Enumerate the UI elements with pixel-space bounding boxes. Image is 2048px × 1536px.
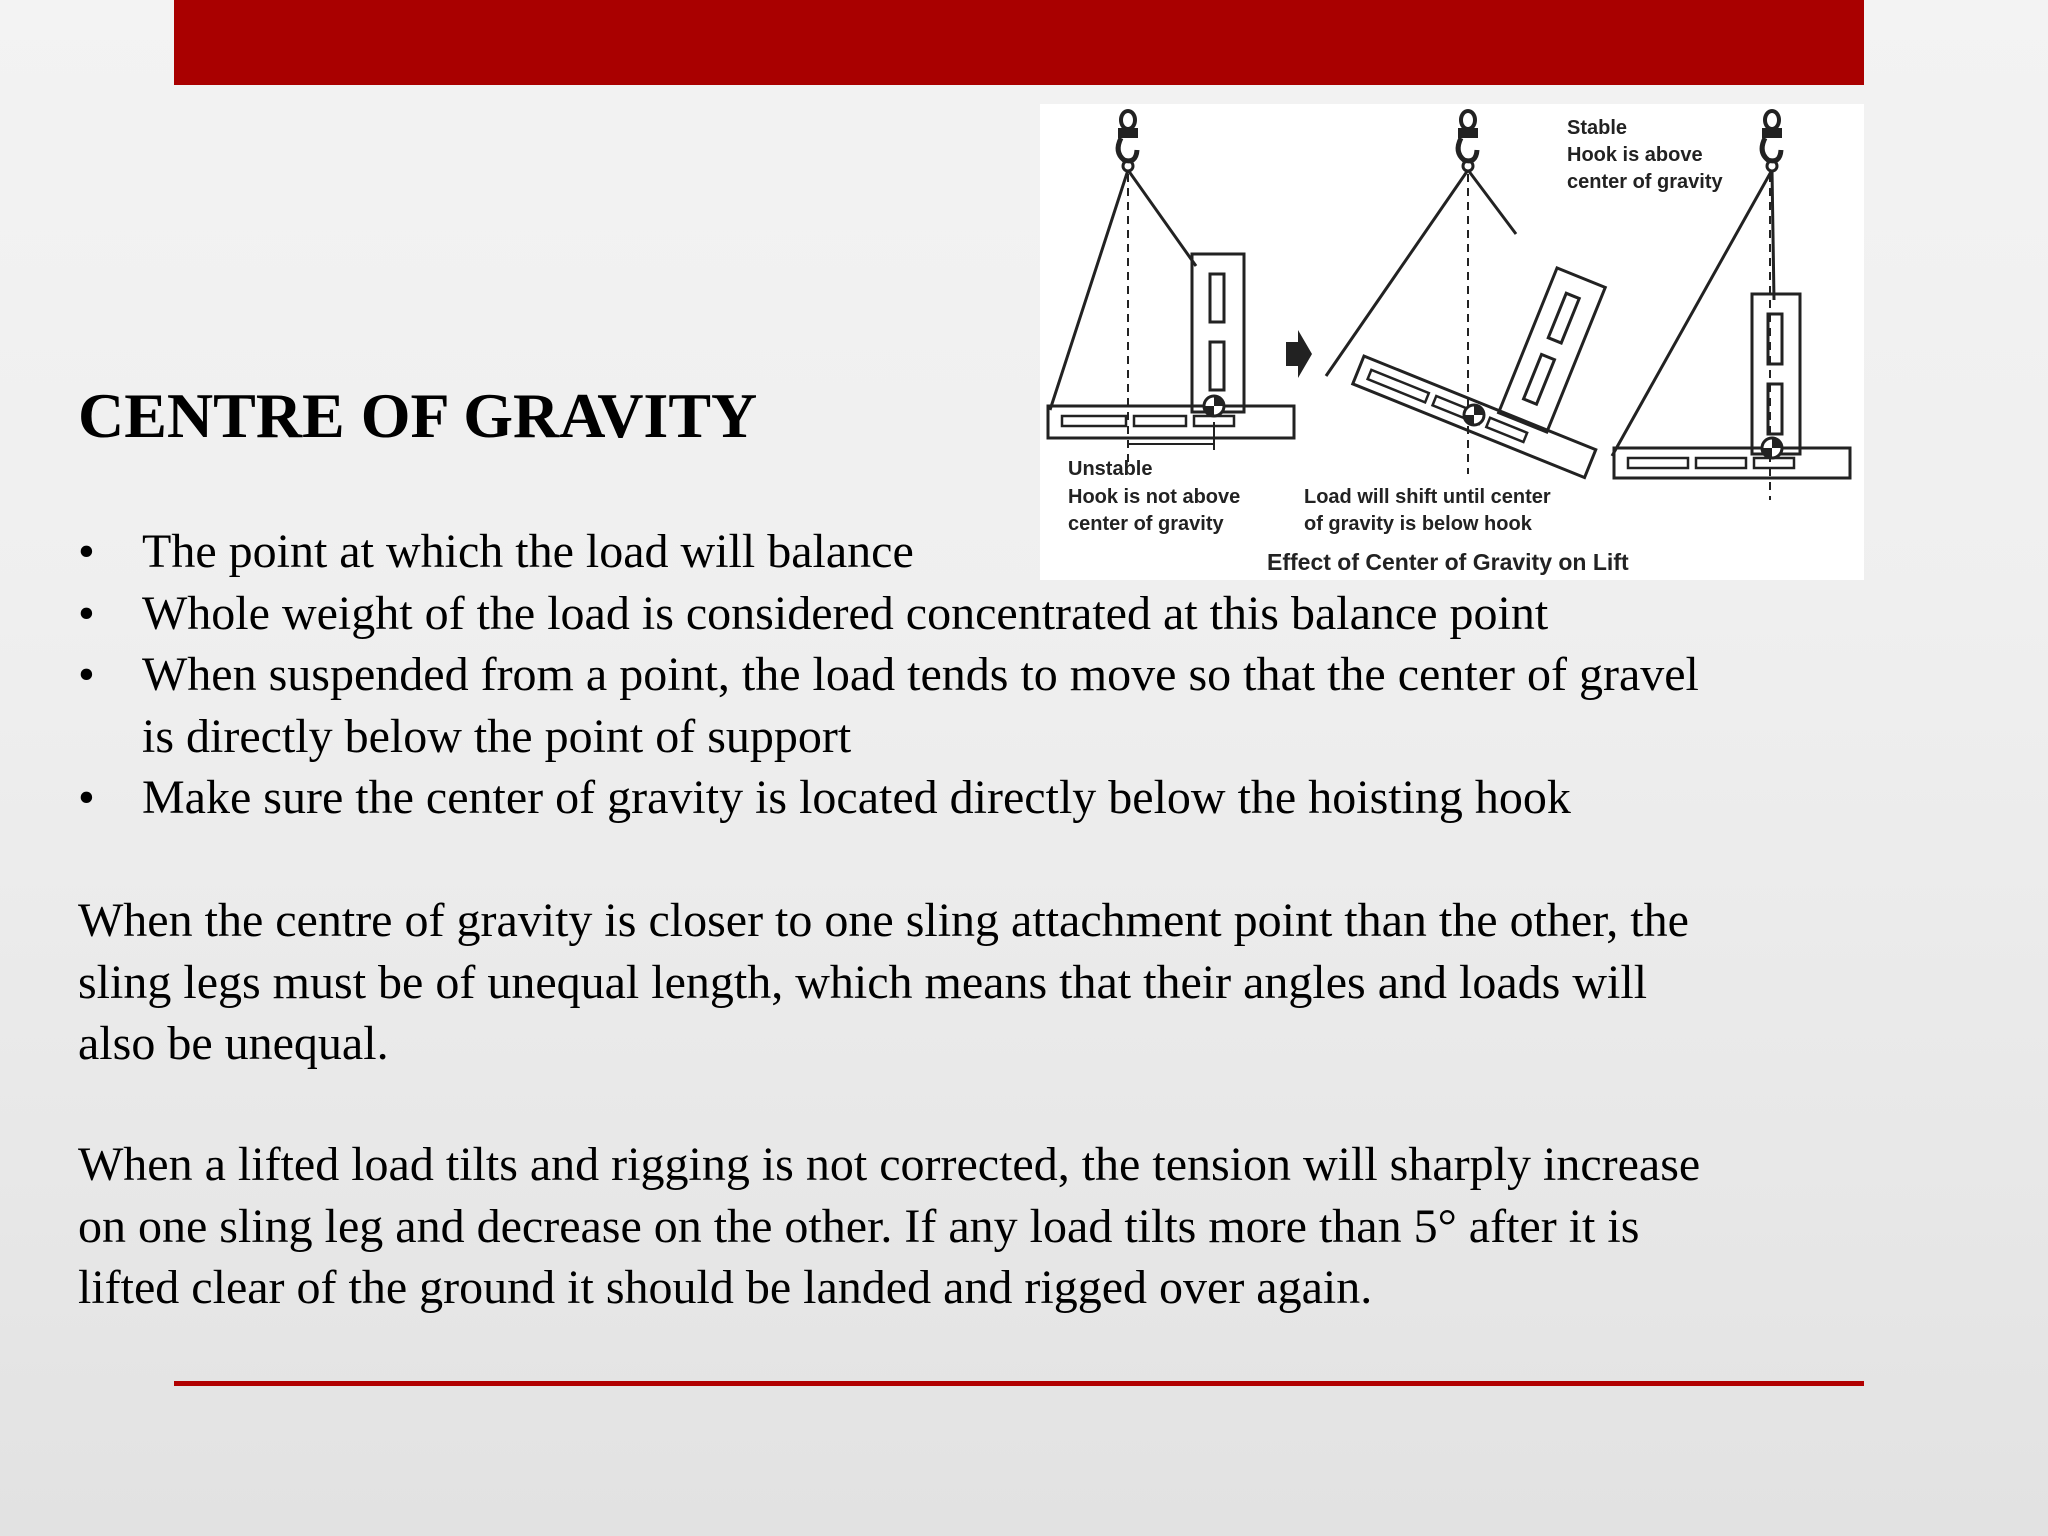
slide-title: CENTRE OF GRAVITY [78,380,758,451]
bottom-divider [174,1381,1864,1386]
bullet-marker: • [78,771,95,824]
bullet-text: When suspended from a point, the load tends to move so that the center of gravel [142,648,1699,701]
list-item [78,767,1699,829]
paragraph-load-tilt [78,1134,1700,1319]
list-item [78,644,1699,767]
list-item [78,521,1699,583]
stable-label: Stable Hook is above center of gravity [1567,117,1723,193]
unstable-diagram [1048,111,1294,464]
paragraph-line: on one sling leg and decrease on the other. If any load tilts more than 5° after it is [78,1199,1640,1253]
list-item [78,583,1699,645]
bullet-marker: • [78,586,95,640]
center-of-gravity-figure [1040,104,1864,580]
bullet-text-continued: is directly below the point of support [142,709,852,763]
paragraph-line: also be unequal. [78,1017,389,1070]
figure-diagram [1040,104,1864,580]
bullet-list [78,521,1699,829]
paragraph-line: sling legs must be of unequal length, which means that their angles and loads will [78,955,1648,1009]
paragraph-line: When the centre of gravity is closer to one sling attachment point than the other, the [78,894,1689,947]
paragraph-unequal-slings [78,890,1689,1075]
shift-label: Load will shift until center of gravity is below hook [1304,486,1551,535]
paragraph-line: lifted clear of the ground it should be landed and rigged over again. [78,1261,1373,1314]
bullet-text: Whole weight of the load is considered concentrated at this balance point [142,586,1549,640]
bullet-text: The point at which the load will balance [142,525,914,578]
stable-diagram [1612,111,1850,500]
figure-caption: Effect of Center of Gravity on Lift [1267,549,1629,575]
bullet-marker: • [78,525,95,578]
paragraph-line: When a lifted load tilts and rigging is not corrected, the tension will sharply increase [78,1138,1701,1191]
unstable-label: Unstable Hook is not above center of gravity [1068,458,1241,535]
bullet-text: Make sure the center of gravity is located directly below the hoisting hook [142,771,1571,824]
top-accent-bar [174,0,1864,85]
arrow-right-icon [1286,330,1312,378]
bullet-marker: • [78,648,95,701]
